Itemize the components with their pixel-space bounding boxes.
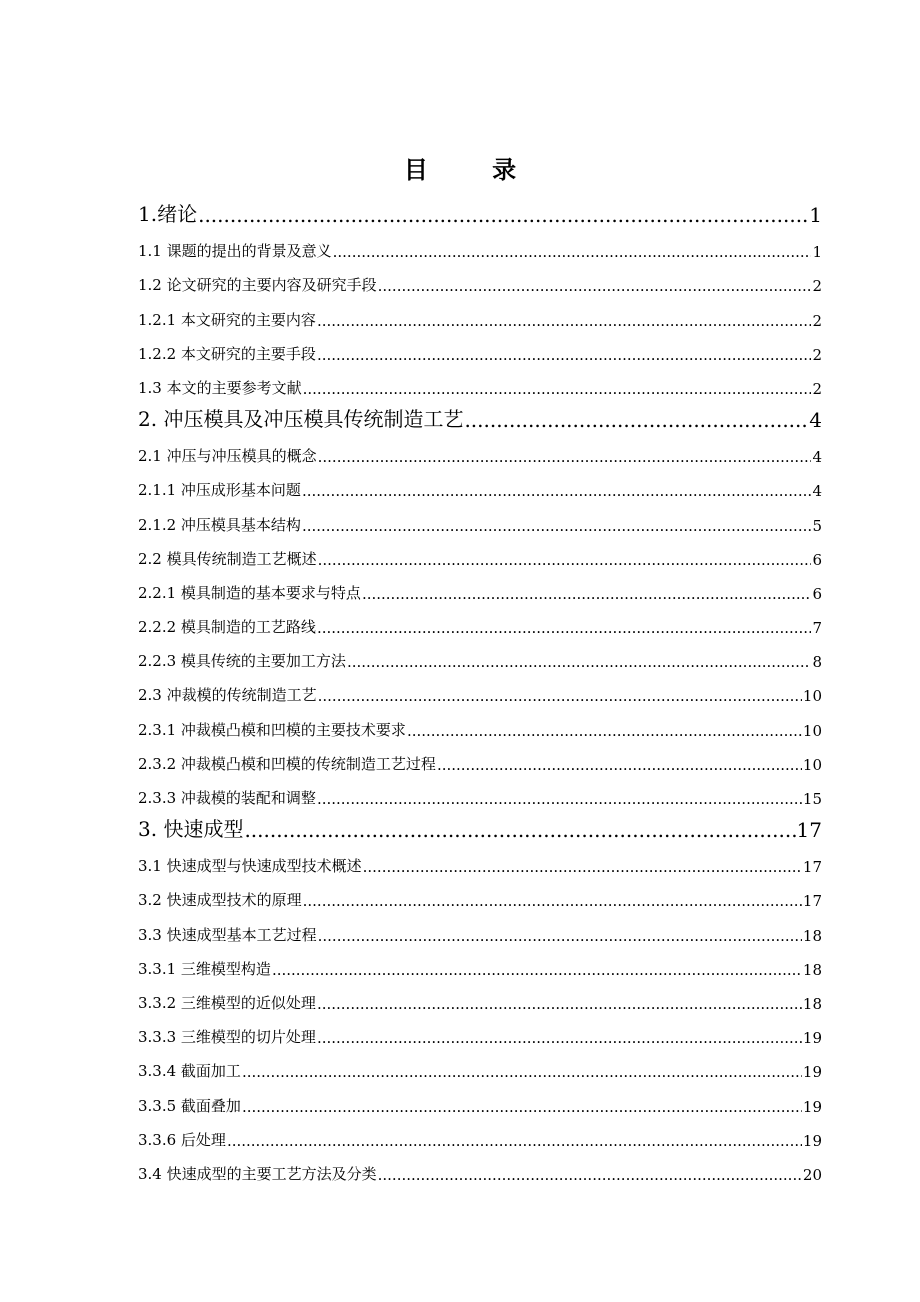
toc-entry-label: 3.3.1 三维模型构造 — [138, 959, 271, 978]
toc-entry[interactable] — [138, 1081, 822, 1115]
toc-entry[interactable] — [138, 910, 822, 944]
toc-entry-label: 2.2.3 模具传统的主要加工方法 — [138, 652, 346, 671]
toc-entry[interactable] — [138, 569, 822, 603]
toc-entry-label: 2.3 冲裁模的传统制造工艺 — [138, 686, 317, 705]
toc-entry-label: 3.3.5 截面叠加 — [138, 1096, 241, 1115]
toc-entry-page-number: 5 — [812, 516, 822, 535]
toc-entry-page-number: 4 — [809, 407, 822, 432]
toc-dot-leader — [303, 892, 802, 910]
toc-entry-label: 3.2 快速成型技术的原理 — [138, 891, 302, 910]
toc-dot-leader — [464, 408, 808, 432]
toc-entry-page-number: 4 — [812, 448, 822, 467]
toc-entry[interactable] — [138, 330, 822, 364]
toc-entry-page-number: 19 — [802, 1063, 822, 1082]
toc-dot-leader — [318, 927, 802, 945]
toc-entry[interactable] — [138, 1013, 822, 1047]
toc-entry[interactable] — [138, 1047, 822, 1081]
toc-entry-page-number: 17 — [802, 892, 822, 911]
toc-dot-leader — [318, 448, 812, 466]
toc-dot-leader — [318, 687, 802, 705]
table-of-contents — [138, 193, 822, 1184]
toc-entry[interactable] — [138, 432, 822, 466]
toc-entry-page-number: 1 — [812, 243, 822, 262]
toc-entry-page-number: 17 — [796, 818, 822, 842]
toc-entry-label: 3.3.6 后处理 — [138, 1130, 226, 1149]
toc-entry-page-number: 19 — [802, 1029, 822, 1048]
toc-entry[interactable] — [138, 193, 822, 227]
toc-entry[interactable] — [138, 1116, 822, 1150]
toc-entry-label: 3.1 快速成型与快速成型技术概述 — [138, 857, 362, 876]
toc-entry-label: 2.3.2 冲裁模凸模和凹模的传统制造工艺过程 — [138, 754, 436, 773]
toc-entry-label: 3.3.3 三维模型的切片处理 — [138, 1028, 316, 1047]
toc-dot-leader — [244, 818, 795, 842]
toc-entry-page-number: 18 — [802, 994, 822, 1013]
toc-entry-label: 2.3.1 冲裁模凸模和凹模的主要技术要求 — [138, 720, 406, 739]
toc-entry-label: 2.3.3 冲裁模的装配和调整 — [138, 789, 316, 807]
toc-entry[interactable] — [138, 295, 822, 329]
toc-entry-label: 1.1 课题的提出的背景及意义 — [138, 242, 332, 261]
toc-entry-label: 2. 冲压模具及冲压模具传统制造工艺 — [138, 406, 464, 431]
toc-entry-page-number: 10 — [802, 687, 822, 706]
toc-entry-label: 2.1.2 冲压模具基本结构 — [138, 515, 301, 534]
toc-dot-leader — [302, 482, 812, 500]
toc-dot-leader — [272, 961, 802, 979]
toc-entry[interactable] — [138, 500, 822, 534]
toc-entry[interactable] — [138, 466, 822, 500]
toc-dot-leader — [362, 585, 812, 603]
toc-entry-label: 2.1 冲压与冲压模具的概念 — [138, 447, 317, 466]
toc-entry[interactable] — [138, 671, 822, 705]
toc-entry[interactable] — [138, 705, 822, 739]
toc-entry-label: 2.1.1 冲压成形基本问题 — [138, 481, 301, 500]
toc-entry[interactable] — [138, 740, 822, 774]
toc-entry-label: 3.3.2 三维模型的近似处理 — [138, 993, 316, 1012]
toc-entry-label: 1.绪论 — [138, 202, 198, 226]
toc-dot-leader — [347, 653, 812, 671]
toc-entry-label: 1.2.2 本文研究的主要手段 — [138, 344, 316, 363]
toc-entry[interactable] — [138, 979, 822, 1013]
toc-entry-page-number: 6 — [812, 550, 822, 569]
toc-dot-leader — [227, 1132, 802, 1150]
toc-entry-page-number: 2 — [812, 379, 822, 398]
toc-dot-leader — [303, 380, 812, 398]
toc-entry-page-number: 4 — [812, 482, 822, 501]
toc-entry-label: 1.2.1 本文研究的主要内容 — [138, 310, 316, 329]
toc-entry[interactable] — [138, 876, 822, 910]
toc-entry[interactable] — [138, 774, 822, 808]
toc-dot-leader — [378, 277, 812, 295]
toc-entry-page-number: 8 — [812, 653, 822, 672]
toc-dot-leader — [363, 858, 802, 876]
toc-entry-label: 2.2.1 模具制造的基本要求与特点 — [138, 583, 361, 602]
toc-entry-label: 3.3.4 截面加工 — [138, 1062, 241, 1081]
toc-dot-leader — [407, 722, 802, 740]
toc-entry-page-number: 19 — [802, 1097, 822, 1116]
toc-entry[interactable] — [138, 227, 822, 261]
toc-entry-page-number: 2 — [812, 277, 822, 296]
toc-dot-leader — [437, 756, 802, 774]
toc-entry-page-number: 15 — [802, 790, 822, 808]
toc-dot-leader — [317, 346, 812, 364]
toc-entry-page-number: 18 — [802, 960, 822, 979]
toc-entry-page-number: 10 — [802, 755, 822, 774]
toc-dot-leader — [317, 619, 812, 637]
toc-dot-leader — [242, 1063, 802, 1081]
toc-entry[interactable] — [138, 603, 822, 637]
toc-entry-label: 3.3 快速成型基本工艺过程 — [138, 925, 317, 944]
toc-entry[interactable] — [138, 945, 822, 979]
toc-entry-label: 2.2.2 模具制造的工艺路线 — [138, 618, 316, 637]
toc-entry-label: 2.2 模具传统制造工艺概述 — [138, 549, 317, 568]
toc-dot-leader — [317, 790, 802, 808]
toc-entry-label: 1.2 论文研究的主要内容及研究手段 — [138, 276, 377, 295]
toc-entry-page-number: 7 — [812, 619, 822, 638]
toc-entry-page-number: 20 — [802, 1165, 822, 1184]
toc-entry-page-number: 2 — [812, 345, 822, 364]
toc-dot-leader — [198, 203, 808, 227]
toc-dot-leader — [317, 1029, 802, 1047]
toc-entry[interactable] — [138, 261, 822, 295]
toc-entry-page-number: 6 — [812, 584, 822, 603]
toc-dot-leader — [302, 517, 812, 535]
toc-entry[interactable] — [138, 808, 822, 842]
toc-dot-leader — [318, 551, 812, 569]
toc-entry[interactable] — [138, 842, 822, 876]
toc-entry[interactable] — [138, 535, 822, 569]
toc-entry-page-number: 2 — [812, 311, 822, 330]
toc-entry-label: 1.3 本文的主要参考文献 — [138, 378, 302, 397]
toc-dot-leader — [378, 1166, 802, 1184]
toc-entry-page-number: 1 — [809, 203, 822, 227]
toc-entry-page-number: 10 — [802, 721, 822, 740]
toc-entry-page-number: 17 — [802, 858, 822, 877]
toc-dot-leader — [333, 243, 812, 261]
toc-entry-page-number: 19 — [802, 1131, 822, 1150]
toc-entry-label: 3.4 快速成型的主要工艺方法及分类 — [138, 1164, 377, 1183]
toc-entry-label: 3. 快速成型 — [138, 817, 244, 841]
toc-entry[interactable] — [138, 398, 822, 432]
toc-dot-leader — [242, 1098, 802, 1116]
toc-dot-leader — [317, 995, 802, 1013]
page-title: 目 录 — [403, 155, 545, 184]
toc-entry[interactable] — [138, 364, 822, 398]
toc-entry[interactable] — [138, 637, 822, 671]
toc-entry-page-number: 18 — [802, 926, 822, 945]
toc-dot-leader — [317, 312, 812, 330]
toc-entry[interactable] — [138, 1150, 822, 1184]
